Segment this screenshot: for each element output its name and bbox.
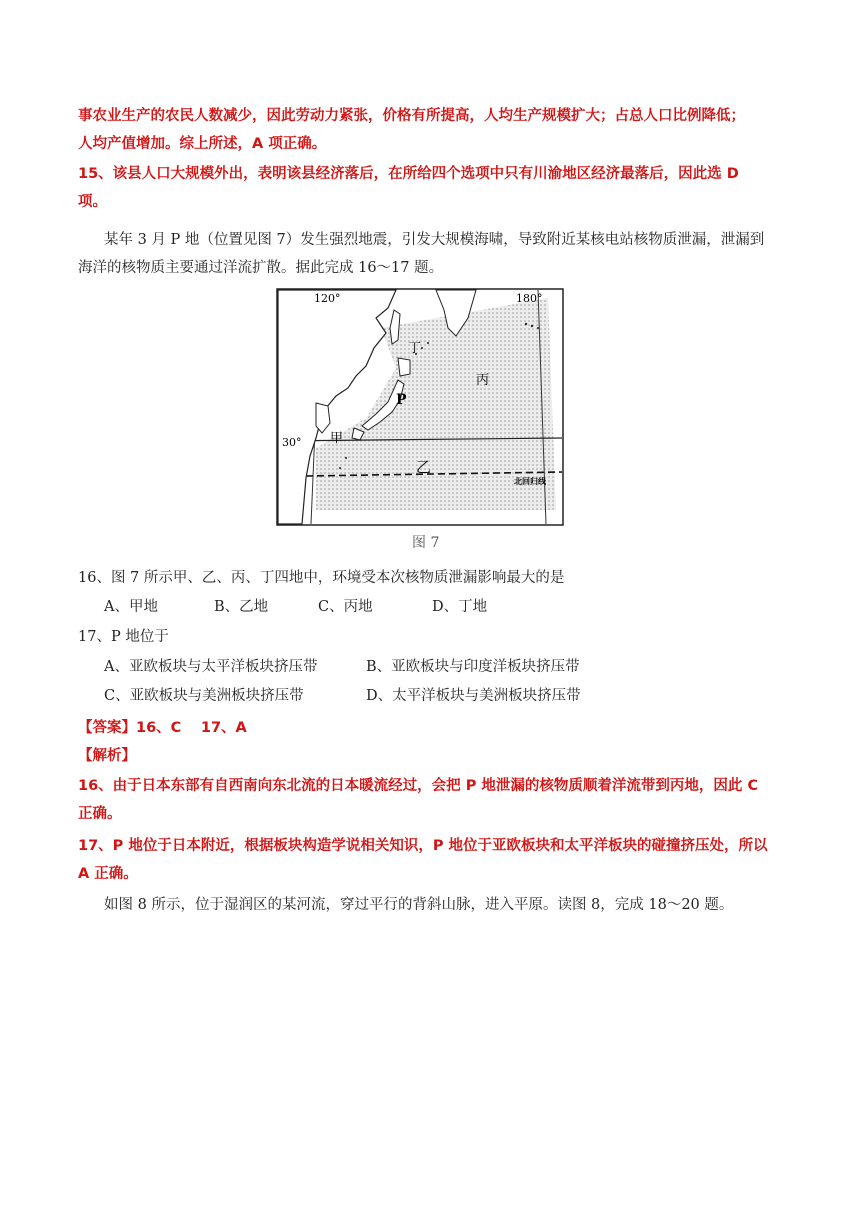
label-bing: 丙 <box>476 373 490 388</box>
lon-120-label: 120° <box>314 292 341 305</box>
q15-analysis-line2: 项。 <box>78 194 107 210</box>
q17-option-c: C、亚欧板块与美洲板块挤压带 <box>104 688 304 704</box>
analysis-title: 【解析】 <box>78 748 136 764</box>
q16-option-a: A、甲地 <box>104 599 158 615</box>
label-jia: 甲 <box>330 431 344 446</box>
a16-line2: 正确。 <box>78 806 122 822</box>
tropic-label: 北回归线 <box>514 477 546 486</box>
q17-option-a: A、亚欧板块与太平洋板块挤压带 <box>104 659 318 675</box>
intro-line1: 某年 3 月 P 地（位置见图 7）发生强烈地震，引发大规模海啸，导致附近某核电站核物质泄漏，泄漏到 <box>104 232 765 248</box>
prev-analysis-line1: 事农业生产的农民人数减少，因此劳动力紧张，价格有所提高，人均生产规模扩大；占总人口比例降低； <box>78 108 745 124</box>
figure-caption: 图 7 <box>412 535 440 551</box>
q16-option-c: C、丙地 <box>318 599 373 615</box>
label-ding: 丁 <box>408 341 422 356</box>
a17-line1: 17、P 地位于日本附近，根据板块构造学说相关知识，P 地位于亚欧板块和太平洋板块的碰撞挤压处，所以 <box>78 838 768 854</box>
q15-analysis-line1: 15、该县人口大规模外出，表明该县经济落后，在所给四个选项中只有川渝地区经济最落后，因此选 D <box>78 166 739 182</box>
next-intro: 如图 8 所示，位于湿润区的某河流，穿过平行的背斜山脉，进入平原。读图 8，完成 18～20 题。 <box>104 897 734 913</box>
label-yi: 乙 <box>416 458 432 476</box>
intro-line2: 海洋的核物质主要通过洋流扩散。据此完成 16～17 题。 <box>78 260 444 276</box>
lon-180-label: 180° <box>516 292 543 305</box>
figure-7-map <box>276 288 564 526</box>
a17-line2: A 正确。 <box>78 866 138 882</box>
label-p: P <box>396 392 407 408</box>
q17-option-d: D、太平洋板块与美洲板块挤压带 <box>366 688 581 704</box>
q17-option-b: B、亚欧板块与印度洋板块挤压带 <box>366 659 580 675</box>
answer-line: 【答案】16、C 17、A <box>78 720 247 736</box>
q16-option-d: D、丁地 <box>432 599 488 615</box>
lat-30-label: 30° <box>282 436 302 449</box>
q16-stem: 16、图 7 所示甲、乙、丙、丁四地中，环境受本次核物质泄漏影响最大的是 <box>78 570 565 586</box>
q17-stem: 17、P 地位于 <box>78 629 169 645</box>
q16-option-b: B、乙地 <box>214 599 269 615</box>
a16-line1: 16、由于日本东部有自西南向东北流的日本暖流经过，会把 P 地泄漏的核物质顺着洋流带到丙地，因此 C <box>78 778 759 794</box>
hokkaido <box>398 358 410 376</box>
prev-analysis-line2: 人均产值增加。综上所述，A 项正确。 <box>78 136 327 152</box>
